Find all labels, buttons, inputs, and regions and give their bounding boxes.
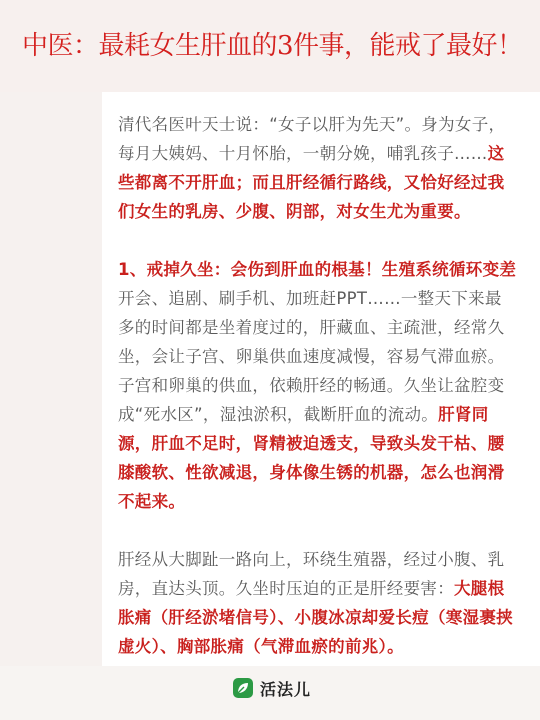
intro-text: 清代名医叶天士说：“女子以肝为先天”。身为女子，每月大姨妈、十月怀胎，一朝分娩，哺乳孩子……	[118, 115, 506, 163]
section2-paragraph	[118, 545, 518, 661]
brand-name: 活法儿	[260, 679, 312, 699]
section2-emphasis: 大腿根胀痛（肝经淤堵信号）、小腹冰凉却爱长痘（寒湿裹挟虚火）、胸部胀痛（气滞血瘀的前兆）。	[118, 579, 513, 656]
section1-paragraph	[118, 255, 518, 516]
section1-emphasis: 肝肾同源，肝血不足时，肾精被迫透支，导致头发干枯、腰膝酸软、性欲减退，身体像生锈的机器，怎么也润滑不起来。	[118, 405, 505, 511]
section1-body: 开会、追剧、刷手机、加班赶PPT……一整天下来最多的时间都是坐着度过的，肝藏血、主疏泄，经常久坐，会让子宫、卵巢供血速度减慢，容易气滞血瘀。子宫和卵巢的供血，依赖肝经的畅通。久坐让盆腔变成“死水区”，湿浊淤积，截断肝血的流动。	[118, 289, 505, 424]
article-content	[118, 110, 518, 661]
paragraph-gap	[118, 516, 518, 545]
paragraph-gap	[118, 226, 518, 255]
section1-heading: 1、戒掉久坐：会伤到肝血的根基！生殖系统循环变差	[118, 260, 517, 279]
leaf-icon	[232, 677, 254, 699]
page-title: 中医：最耗女生肝血的3件事，能戒了最好！	[22, 31, 523, 61]
brand	[232, 676, 311, 700]
intro-paragraph	[118, 110, 518, 226]
section2-body: 肝经从大脚趾一路向上，环绕生殖器，经过小腹、乳房，直达头顶。久坐时压迫的正是肝经要害：	[118, 550, 505, 598]
intro-emphasis: 这些都离不开肝血；而且肝经循行路线，又恰好经过我们女生的乳房、少腹、阴部，对女生尤为重要。	[118, 144, 505, 221]
